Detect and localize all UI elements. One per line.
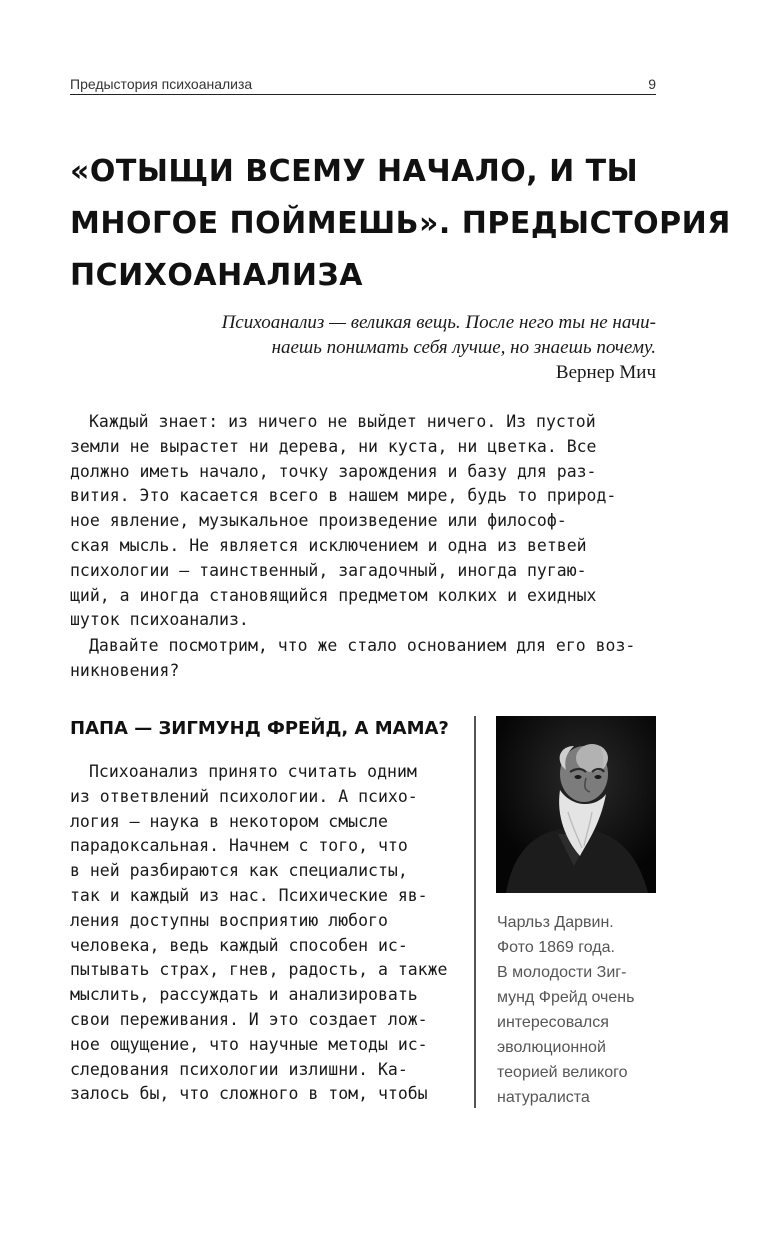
running-header	[70, 76, 656, 95]
caption-line: Фото 1869 года.	[497, 939, 615, 956]
text-line: ное явление, музыкальное произведение или философ-	[70, 511, 567, 531]
epigraph	[130, 310, 656, 385]
column-divider	[474, 716, 476, 1108]
text-line: парадоксальная. Начнем с того, что	[70, 836, 408, 856]
chapter-title-line: МНОГОЕ ПОЙМЕШЬ». ПРЕДЫСТОРИЯ	[70, 206, 731, 241]
text-line: Давайте посмотрим, что же стало основанием для его воз-	[89, 636, 636, 655]
text-line: никновения?	[70, 660, 180, 680]
text-line: земли не вырастет ни дерева, ни куста, ни цветка. Все	[70, 436, 597, 456]
text-line: в ней разбираются как специалисты,	[70, 861, 408, 881]
photo-caption	[497, 910, 657, 1110]
text-line: психологии — таинственный, загадочный, иногда пугаю-	[70, 560, 587, 580]
text-line: ления доступны восприятию любого	[70, 910, 388, 930]
epigraph-author: Вернер Мич	[555, 362, 656, 383]
text-line: ская мысль. Не является исключением и одна из ветвей	[70, 535, 587, 555]
epigraph-line: Психоанализ — великая вещь. После него ты не начи-	[221, 312, 656, 333]
text-line: пытывать страх, гнев, радость, а также	[70, 960, 448, 980]
text-line: логия — наука в некотором смысле	[70, 811, 388, 831]
text-line: вития. Это касается всего в нашем мире, будь то природ-	[70, 486, 617, 506]
page-number: 9	[648, 76, 656, 92]
section-heading: ПАПА — ЗИГМУНД ФРЕЙД, А МАМА?	[70, 718, 449, 739]
text-line: Каждый знает: из ничего не выйдет ничего. Из пустой	[89, 412, 596, 431]
text-line: ное ощущение, что научные методы ис-	[70, 1034, 428, 1054]
paragraph-intro	[70, 410, 656, 633]
chapter-title-line: «ОТЫЩИ ВСЕМУ НАЧАЛО, И ТЫ	[70, 154, 639, 189]
running-title: Предыстория психоанализа	[70, 76, 253, 92]
text-line: Психоанализ принято считать одним	[89, 762, 417, 781]
caption-line: интересовался	[497, 1014, 609, 1031]
caption-line: теорией великого	[497, 1064, 628, 1081]
text-line: из ответвлений психологии. А психо-	[70, 786, 418, 806]
text-line: следования психологии излишни. Ка-	[70, 1059, 408, 1079]
text-line: должно иметь начало, точку зарождения и базу для раз-	[70, 461, 597, 481]
epigraph-line: наешь понимать себя лучше, но знаешь почему.	[271, 337, 656, 358]
caption-line: В молодости Зиг-	[497, 964, 627, 981]
chapter-title	[70, 146, 731, 302]
text-line: свои переживания. И это создает лож-	[70, 1009, 428, 1029]
text-line: так и каждый из нас. Психические яв-	[70, 885, 428, 905]
caption-line: мунд Фрейд очень	[497, 989, 635, 1006]
chapter-title-line: ПСИХОАНАЛИЗА	[70, 258, 363, 293]
portrait-illustration	[496, 716, 656, 893]
paragraph-question	[70, 634, 656, 684]
text-line: мыслить, рассуждать и анализировать	[70, 985, 418, 1005]
darwin-portrait-photo	[496, 716, 656, 893]
section-body	[70, 760, 450, 1107]
caption-line: эволюционной	[497, 1039, 606, 1056]
caption-line: Чарльз Дарвин.	[497, 914, 614, 931]
text-line: человека, ведь каждый способен ис-	[70, 935, 408, 955]
caption-line: натуралиста	[497, 1089, 590, 1106]
text-line: щий, а иногда становящийся предметом колких и ехидных	[70, 585, 597, 605]
text-line: шуток психоанализ.	[70, 610, 249, 630]
text-line: залось бы, что сложного в том, чтобы	[70, 1084, 428, 1104]
